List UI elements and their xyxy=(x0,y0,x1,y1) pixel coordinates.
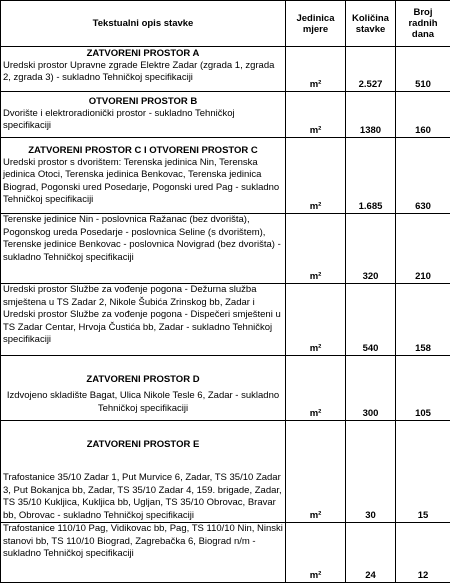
item-description: Dvorište i elektroradionički prostor - sukladno Tehničkoj specifikaciji xyxy=(1,108,286,138)
item-work-days: 630 xyxy=(396,157,450,214)
section-header-row xyxy=(1,92,450,108)
item-quantity: 300 xyxy=(346,386,396,421)
item-description: Uredski prostor Upravne zgrade Elektre Zadar (zgrada 1, zgrada 2, zgrada 3) - sukladno Tehničkoj specifikaciji xyxy=(1,60,286,92)
item-work-days: 15 xyxy=(396,451,450,523)
item-description: Terenske jedinice Nin - poslovnica Ražanac (bez dvorišta), Pogonskog ureda Posedarje - poslovnica Seline (s dvorištem), Terenske jedinice Benkovac - poslovnica Novigrad (bez dvorišta) - sukladno Tehničkoj specifikaciji xyxy=(1,214,286,284)
section-title: ZATVORENI PROSTOR A xyxy=(1,47,286,60)
section-header-row xyxy=(1,421,450,451)
header-quantity: Količina stavke xyxy=(346,1,396,47)
table-row xyxy=(1,284,450,356)
item-unit: m² xyxy=(286,214,346,284)
item-description: Trafostanice 35/10 Zadar 1, Put Murvice 6, Zadar, TS 35/10 Zadar 3, Put Bokanjca bb, Zadar, TS 35/10 Zadar 4, 159. brigade, Zadar, TS 35/10 Kukljica, Kukljica bb, Ugljan, TS 35/10 Obrovac, Bravar bb, Obrovac - sukladno Tehničkoj specifikaciji xyxy=(1,451,286,523)
header-description: Tekstualni opis stavke xyxy=(1,1,286,47)
section-title: ZATVORENI PROSTOR D xyxy=(1,356,286,386)
section-title: OTVORENI PROSTOR B xyxy=(1,92,286,108)
item-quantity: 1.685 xyxy=(346,157,396,214)
item-description: Trafostanice 110/10 Pag, Vidikovac bb, Pag, TS 110/10 Nin, Ninski stanovi bb, TS 110/10 Biograd, Zagrebačka 6, Biograd n/m - sukladno Tehničkoj specifikaciji xyxy=(1,523,286,583)
item-quantity: 1380 xyxy=(346,108,396,138)
table-row xyxy=(1,60,450,92)
section-title: ZATVORENI PROSTOR E xyxy=(1,421,286,451)
item-unit: m² xyxy=(286,108,346,138)
table-row xyxy=(1,523,450,583)
item-unit: m² xyxy=(286,386,346,421)
item-unit: m² xyxy=(286,284,346,356)
item-unit: m² xyxy=(286,523,346,583)
item-description: Izdvojeno skladište Bagat, Ulica Nikole Tesle 6, Zadar - sukladno Tehničkoj specifikaciji xyxy=(1,386,286,421)
section-header-row xyxy=(1,356,450,386)
item-work-days: 158 xyxy=(396,284,450,356)
section-header-row xyxy=(1,47,450,60)
table-row xyxy=(1,386,450,421)
item-quantity: 2.527 xyxy=(346,60,396,92)
item-work-days: 510 xyxy=(396,60,450,92)
section-title: ZATVORENI PROSTOR C I OTVORENI PROSTOR C xyxy=(1,138,286,157)
item-work-days: 160 xyxy=(396,108,450,138)
header-unit: Jedinica mjere xyxy=(286,1,346,47)
header-work-days: Broj radnih dana xyxy=(396,1,450,47)
item-work-days: 210 xyxy=(396,214,450,284)
item-unit: m² xyxy=(286,157,346,214)
item-description: Uredski prostor s dvorištem: Terenska jedinica Nin, Terenska jedinica Otoci, Terenska jedinica Benkovac, Terenska jedinica Biograd, Pogonski ured Posedarje, Pogonski ured Pag - sukladno Tehničkoj specifikaciji xyxy=(1,157,286,214)
table-row xyxy=(1,214,450,284)
item-description: Uredski prostor Službe za vođenje pogona - Dežurna služba smještena u TS Zadar 2, Nikole Šubića Zrinskog bb, Zadar i Uredski prostor Službe za vođenje pogona - Dispečeri smješteni u TS Zadar Centar, Hrvoja Čustića bb, Zadar - sukladno Tehničkoj specifikaciji xyxy=(1,284,286,356)
item-unit: m² xyxy=(286,60,346,92)
item-quantity: 320 xyxy=(346,214,396,284)
item-quantity: 540 xyxy=(346,284,396,356)
table-row xyxy=(1,451,450,523)
item-quantity: 30 xyxy=(346,451,396,523)
header-row xyxy=(1,1,450,47)
item-quantity: 24 xyxy=(346,523,396,583)
item-work-days: 12 xyxy=(396,523,450,583)
table-row xyxy=(1,108,450,138)
item-work-days: 105 xyxy=(396,386,450,421)
item-unit: m² xyxy=(286,451,346,523)
table-row xyxy=(1,157,450,214)
section-header-row xyxy=(1,138,450,157)
